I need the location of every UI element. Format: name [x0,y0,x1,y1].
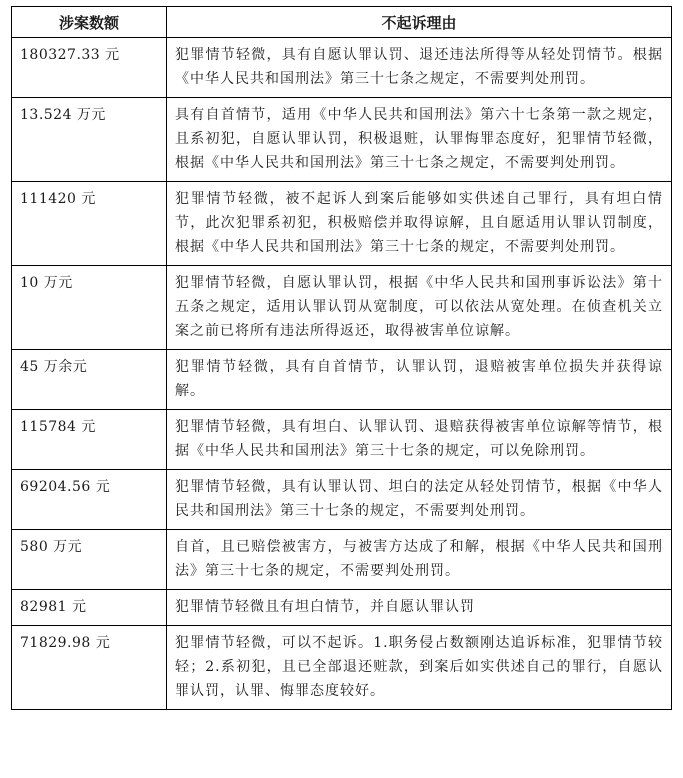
table-row [12,266,672,350]
table-row [12,182,672,266]
non-prosecution-table [11,6,672,710]
table-row [12,38,672,98]
amount-cell: 71829.98 元 [12,626,167,710]
reason-cell: 犯罪情节轻微，被不起诉人到案后能够如实供述自己罪行，具有坦白情节，此次犯罪系初犯，积极赔偿并取得谅解，且自愿适用认罪认罚制度，根据《中华人民共和国刑法》第三十七条的规定，不需要判处刑罚。 [167,182,672,266]
amount-cell: 115784 元 [12,410,167,470]
table-row [12,98,672,182]
table-header-row [12,7,672,38]
reason-cell: 犯罪情节轻微，可以不起诉。1.职务侵占数额刚达追诉标准，犯罪情节较轻；2.系初犯，且已全部退还赃款，到案后如实供述自己的罪行，自愿认罪认罚，认罪、悔罪态度较好。 [167,626,672,710]
reason-cell: 犯罪情节轻微且有坦白情节，并自愿认罪认罚 [167,590,672,626]
reason-cell: 自首，且已赔偿被害方，与被害方达成了和解，根据《中华人民共和国刑法》第三十七条的规定，不需要判处刑罚。 [167,530,672,590]
amount-cell: 10 万元 [12,266,167,350]
amount-cell: 111420 元 [12,182,167,266]
table-row [12,470,672,530]
reason-cell: 犯罪情节轻微，自愿认罪认罚，根据《中华人民共和国刑事诉讼法》第十五条之规定，适用认罪认罚从宽制度，可以依法从宽处理。在侦查机关立案之前已将所有违法所得返还，取得被害单位谅解。 [167,266,672,350]
reason-cell: 具有自首情节，适用《中华人民共和国刑法》第六十七条第一款之规定，且系初犯，自愿认罪认罚，积极退赃，认罪悔罪态度好，犯罪情节轻微，根据《中华人民共和国刑法》第三十七条之规定，不需要判处刑罚。 [167,98,672,182]
header-amount: 涉案数额 [12,7,167,38]
amount-cell: 580 万元 [12,530,167,590]
table-row [12,350,672,410]
reason-cell: 犯罪情节轻微，具有自愿认罪认罚、退还违法所得等从轻处罚情节。根据《中华人民共和国刑法》第三十七条之规定，不需要判处刑罚。 [167,38,672,98]
table-row [12,410,672,470]
header-reason: 不起诉理由 [167,7,672,38]
reason-cell: 犯罪情节轻微，具有认罪认罚、坦白的法定从轻处罚情节，根据《中华人民共和国刑法》第三十七条的规定，不需要判处刑罚。 [167,470,672,530]
reason-cell: 犯罪情节轻微，具有自首情节，认罪认罚，退赔被害单位损失并获得谅解。 [167,350,672,410]
reason-cell: 犯罪情节轻微，具有坦白、认罪认罚、退赔获得被害单位谅解等情节，根据《中华人民共和国刑法》第三十七条的规定，可以免除刑罚。 [167,410,672,470]
table-row [12,530,672,590]
amount-cell: 82981 元 [12,590,167,626]
table-row [12,590,672,626]
table-row [12,626,672,710]
amount-cell: 69204.56 元 [12,470,167,530]
amount-cell: 13.524 万元 [12,98,167,182]
amount-cell: 180327.33 元 [12,38,167,98]
amount-cell: 45 万余元 [12,350,167,410]
